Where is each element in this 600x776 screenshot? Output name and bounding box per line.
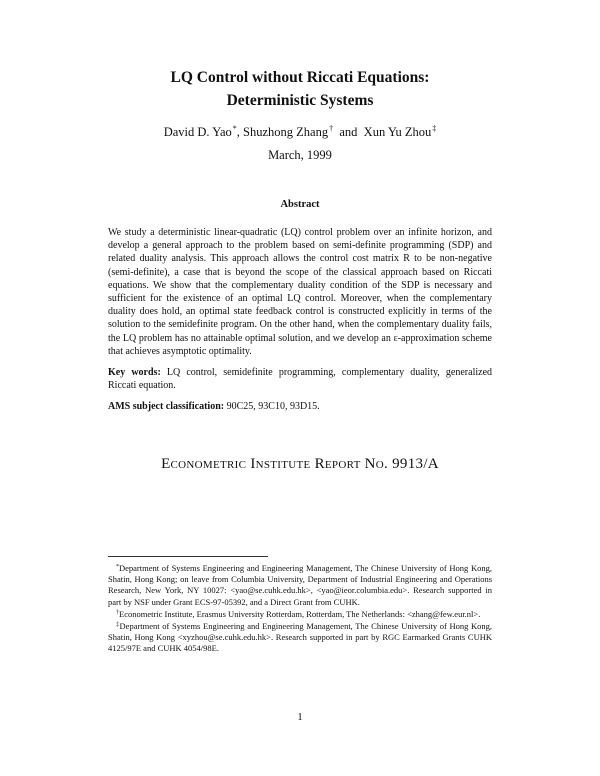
author-yao: David D. Yao	[163, 125, 232, 139]
abstract	[108, 226, 492, 414]
paper-title	[0, 66, 600, 112]
author-mark-1: *	[232, 124, 237, 133]
title-line-1: LQ Control without Riccati Equations:	[170, 69, 430, 86]
title-line-2: Deterministic Systems	[226, 92, 374, 109]
ams-text: 90C25, 93C10, 93D15.	[226, 401, 320, 413]
footnote-rule	[108, 556, 268, 557]
author-mark-3: ‡	[432, 124, 437, 133]
page-number: 1	[297, 711, 303, 723]
report-number: Econometric Institute Report No. 9913/A	[161, 456, 439, 472]
abstract-body: We study a deterministic linear-quadratic (LQ) control problem over an infinite horizon, and develop a general approach to the problem based on semi-definite programming (SDP) and related duality analysis. This approach allows the control cost matrix R to be non-negative (semi-definite), a case that is beyond the scope of the classical approach based on Riccati equations. We show that the complementary duality condition of the SDP is necessary and sufficient for the existence of an optimal LQ control. Moreover, when the complementary duality does hold, an optimal state feedback control is constructed explicitly in terms of the solution to the semidefinite program. On the other hand, when the complementary duality fails, the LQ problem has no attainable optimal solution, and we develop an ε-approximation scheme that achieves asymptotic optimality.	[108, 227, 492, 357]
author-separator: and	[333, 125, 364, 139]
ams-classification	[108, 400, 492, 413]
author-mark-2: †	[329, 124, 334, 133]
author-separator: ,	[236, 125, 244, 139]
author-list	[0, 121, 600, 140]
footnote-text: Department of Systems Engineering and Engineering Management, The Chinese University of Hong Kong, Shatin, Hong Kong; on leave from Columbia University, Department of Industrial Engineering and Operations Research, New York, NY 10027: <yao@se.cuhk.edu.hk>, <yao@ieor.columbia.edu>. Research supported in part by NSF under Grant ECS-97-05392, and a Direct Grant from CUHK.	[108, 563, 492, 607]
keywords-text: LQ control, semidefinite programming, complementary duality, generalized Riccati equation.	[108, 367, 493, 392]
footnote-mark: †	[116, 609, 119, 616]
footnotes	[108, 562, 492, 655]
footnote-mark: *	[116, 564, 119, 570]
author-zhou: Xun Yu Zhou	[363, 125, 432, 139]
abstract-heading: Abstract	[280, 199, 320, 210]
keywords-label: Key words:	[108, 367, 161, 379]
ams-label: AMS subject classification:	[108, 401, 225, 413]
keywords	[108, 366, 492, 392]
footnote	[108, 608, 492, 620]
paper-date: March, 1999	[268, 148, 332, 162]
footnote	[108, 562, 492, 608]
footnote-mark: ‡	[116, 622, 120, 629]
footnote-text: Department of Systems Engineering and Engineering Management, The Chinese University of Hong Kong, Shatin, Hong Kong <xyzhou@se.cuhk.edu.hk>. Research supported in part by RGC Earmarked Grants CUHK 4125/97E and CUHK 4054/98E.	[108, 621, 492, 654]
author-zhang: Shuzhong Zhang	[243, 125, 329, 139]
footnote-text: Econometric Institute, Erasmus University Rotterdam, Rotterdam, The Netherlands: <zhang@few.eur.nl>.	[119, 608, 481, 619]
footnote	[108, 620, 492, 655]
